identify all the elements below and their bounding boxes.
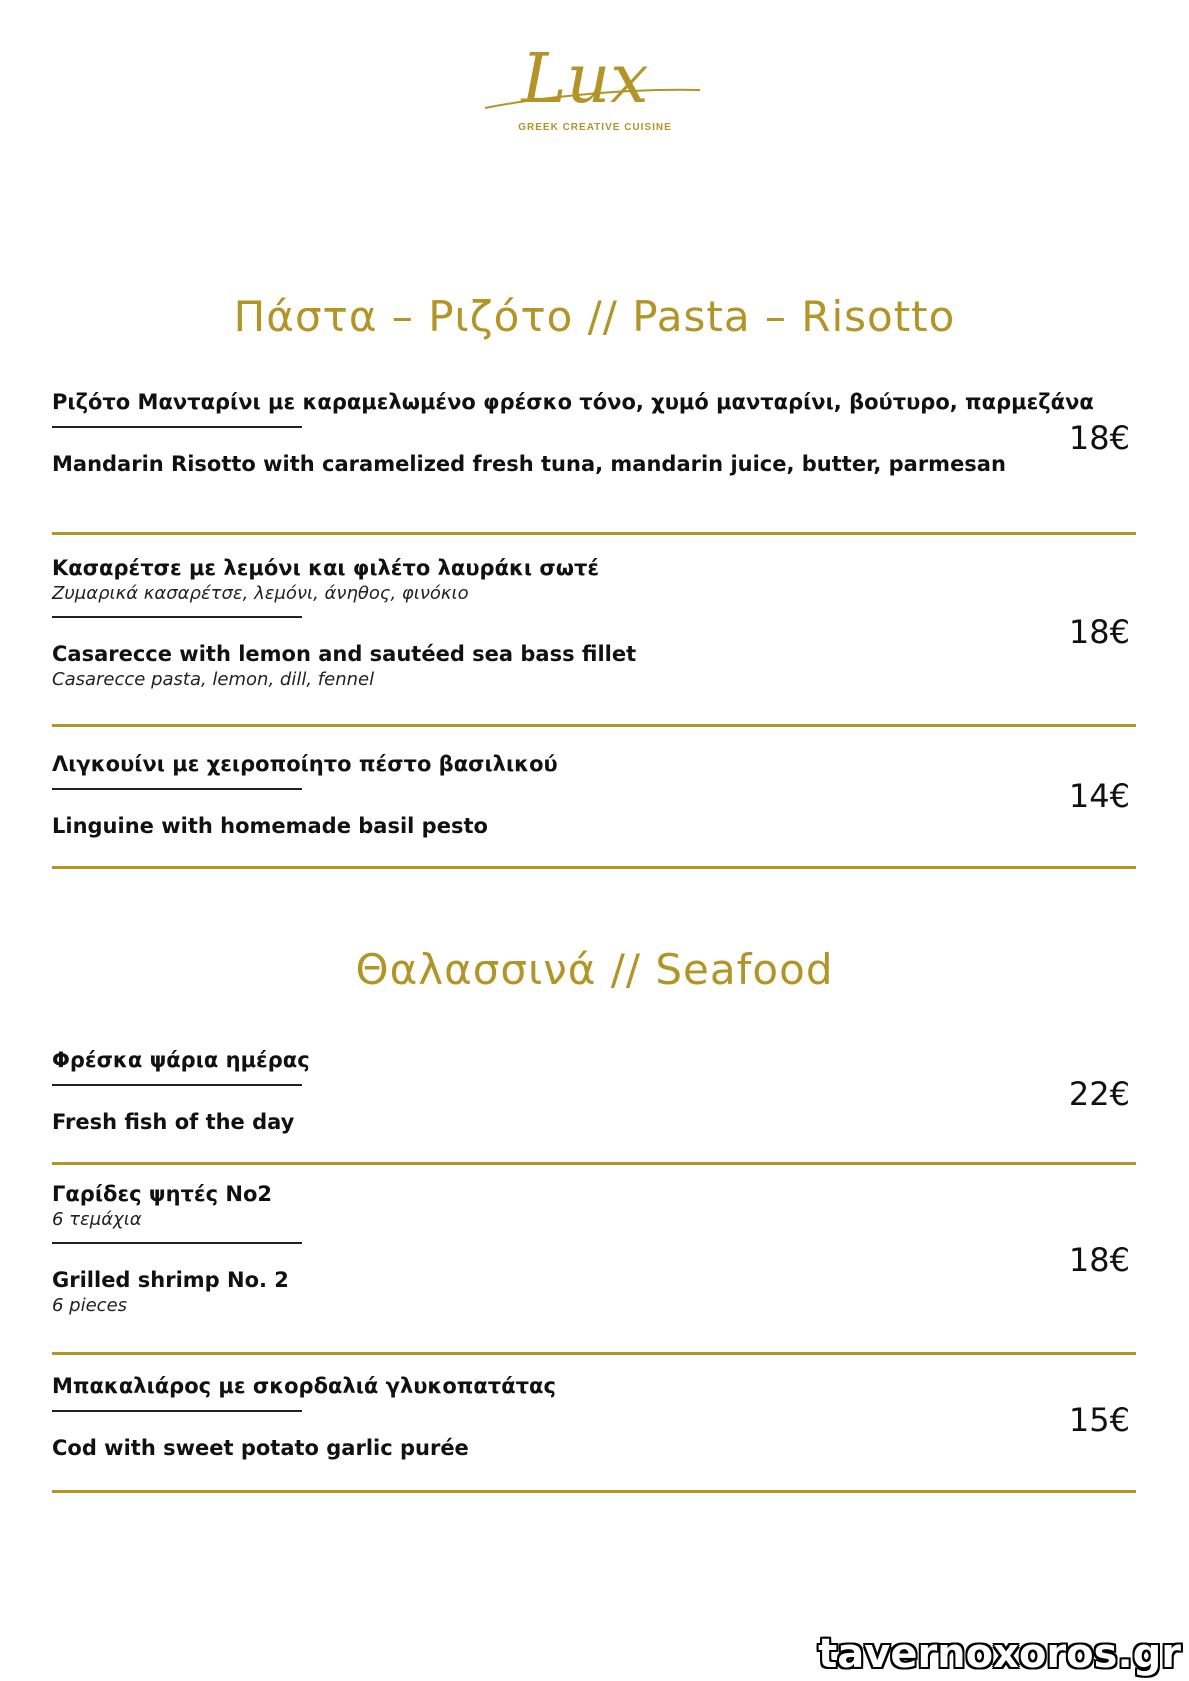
item-price: 18€ (1068, 1241, 1130, 1279)
item-desc-english: Casarecce pasta, lemon, dill, fennel (52, 669, 375, 690)
logo-text: Lux (520, 40, 649, 119)
item-name-english: Mandarin Risotto with caramelized fresh tuna, mandarin juice, butter, parmesan (52, 452, 1006, 476)
item-separator (52, 1084, 302, 1086)
item-name-greek: Γαρίδες ψητές Νο2 (52, 1182, 272, 1206)
item-name-english: Linguine with homemade basil pesto (52, 814, 488, 838)
item-divider (52, 724, 1136, 727)
menu-item (52, 388, 1136, 478)
item-separator (52, 1410, 302, 1412)
logo-tagline: GREEK CREATIVE CUISINE (517, 122, 672, 133)
item-desc-greek: Ζυμαρικά κασαρέτσε, λεμόνι, άνηθος, φινόκιο (52, 583, 469, 604)
item-name-english: Fresh fish of the day (52, 1110, 295, 1134)
item-price: 14€ (1068, 777, 1130, 815)
menu-item (52, 1372, 1136, 1462)
item-divider (52, 1162, 1136, 1165)
item-price: 18€ (1068, 613, 1130, 651)
menu-item (52, 1046, 1136, 1136)
menu-item (52, 1180, 1136, 1318)
menu-item (52, 554, 1136, 692)
item-desc-greek: 6 τεμάχια (52, 1209, 142, 1230)
item-name-greek: Κασαρέτσε με λεμόνι και φιλέτο λαυράκι σωτέ (52, 556, 600, 580)
item-separator (52, 1242, 302, 1244)
item-name-greek: Ριζότο Μανταρίνι με καραμελωμένο φρέσκο τόνο, χυμό μανταρίνι, βούτυρο, παρμεζάνα (52, 390, 1094, 414)
item-separator (52, 426, 302, 428)
item-separator (52, 616, 302, 618)
item-divider (52, 866, 1136, 869)
item-name-greek: Λιγκουίνι με χειροποίητο πέστο βασιλικού (52, 752, 558, 776)
item-name-greek: Μπακαλιάρος με σκορδαλιά γλυκοπατάτας (52, 1374, 556, 1398)
item-price: 22€ (1068, 1075, 1130, 1113)
item-price: 18€ (1068, 419, 1130, 457)
item-divider (52, 1490, 1136, 1493)
item-name-greek: Φρέσκα ψάρια ημέρας (52, 1048, 310, 1072)
section-title-seafood: Θαλασσινά // Seafood (355, 945, 834, 994)
item-price: 15€ (1068, 1401, 1130, 1439)
item-divider (52, 532, 1136, 535)
restaurant-logo (0, 28, 1189, 148)
item-name-english: Casarecce with lemon and sautéed sea bass fillet (52, 642, 637, 666)
item-name-english: Cod with sweet potato garlic purée (52, 1436, 469, 1460)
watermark: tavernoxoros.gr (818, 1631, 1181, 1677)
item-divider (52, 1352, 1136, 1355)
menu-item (52, 750, 1136, 840)
lux-logo-icon (475, 28, 715, 138)
item-desc-english: 6 pieces (52, 1295, 128, 1316)
item-separator (52, 788, 302, 790)
section-title-pasta: Πάστα – Ριζότο // Pasta – Risotto (233, 292, 956, 341)
item-name-english: Grilled shrimp No. 2 (52, 1268, 289, 1292)
